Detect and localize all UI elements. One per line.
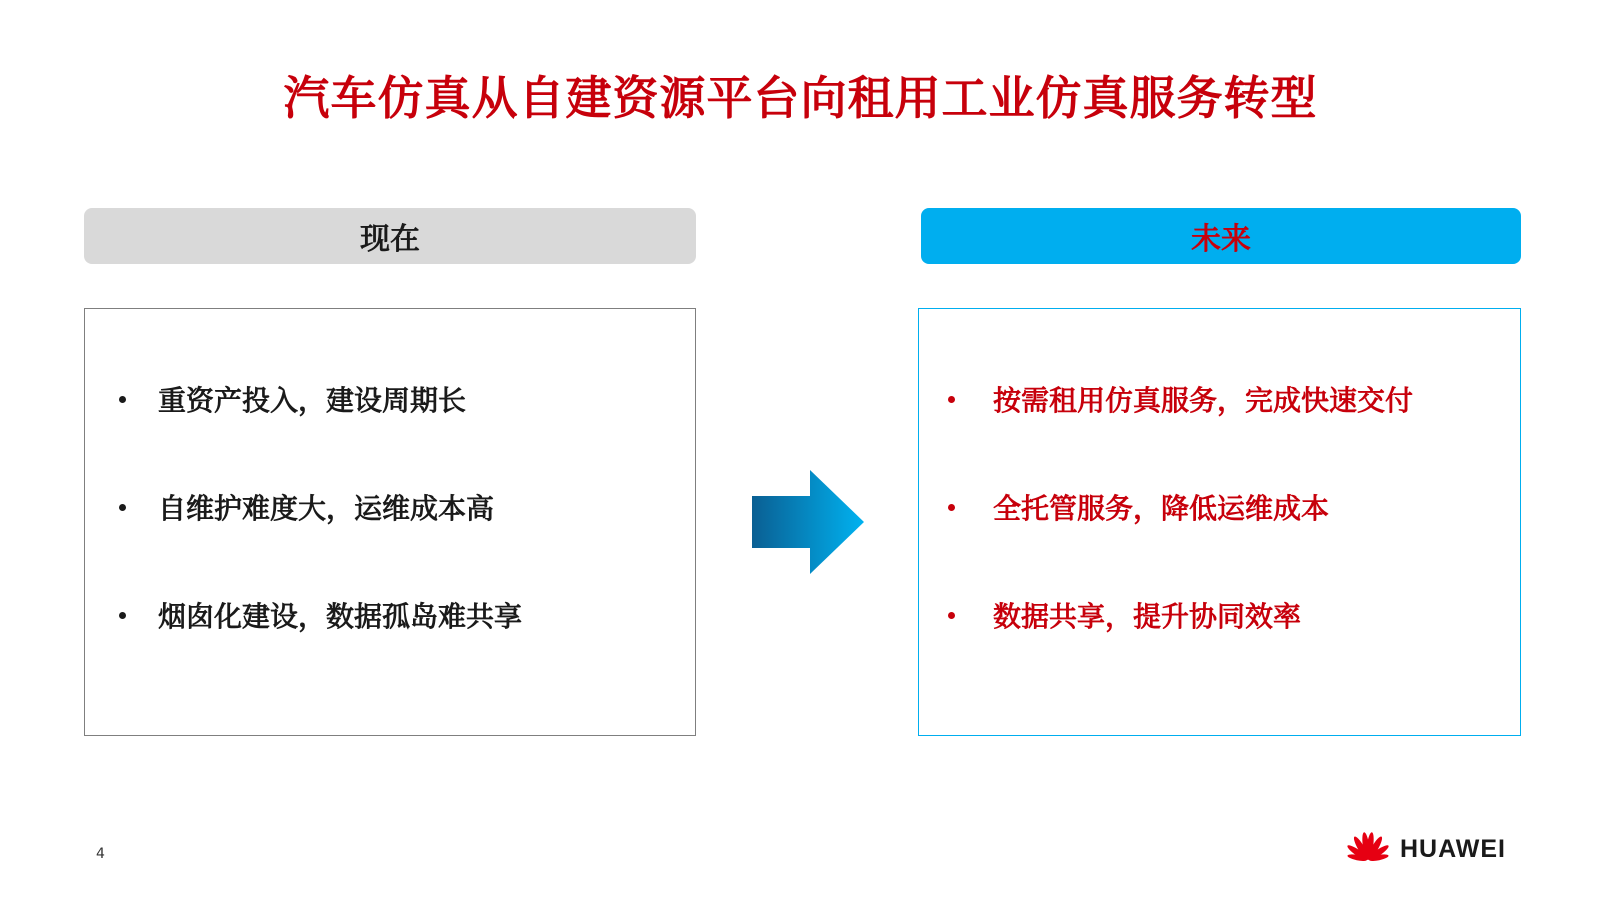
now-header-label: 现在 [360, 222, 420, 257]
page-number: 4 [96, 846, 105, 862]
bullet-dot-icon [119, 612, 126, 619]
future-bullet-text: 数据共享，提升协同效率 [993, 600, 1302, 633]
huawei-logo-text: HUAWEI [1400, 834, 1506, 863]
bullet-dot-icon [948, 504, 955, 511]
now-bullet-text: 重资产投入，建设周期长 [158, 384, 467, 417]
future-bullet-item [948, 379, 1413, 419]
now-bullet-text: 烟囱化建设，数据孤岛难共享 [158, 600, 523, 633]
bullet-dot-icon [948, 612, 955, 619]
now-bullet-text: 自维护难度大，运维成本高 [158, 492, 495, 525]
now-bullet-item [119, 487, 522, 527]
future-header [921, 208, 1521, 264]
now-header [84, 208, 696, 264]
bullet-dot-icon [948, 396, 955, 403]
now-panel [84, 308, 696, 736]
future-bullet-text: 全托管服务，降低运维成本 [993, 492, 1330, 525]
future-bullet-list [948, 379, 1413, 703]
arrow-right-icon [752, 470, 864, 574]
now-bullet-item [119, 595, 522, 635]
bullet-dot-icon [119, 396, 126, 403]
future-header-label: 未来 [1191, 222, 1251, 257]
now-bullet-list [119, 379, 522, 703]
future-bullet-text: 按需租用仿真服务，完成快速交付 [993, 384, 1414, 417]
future-panel [918, 308, 1521, 736]
now-bullet-item [119, 379, 522, 419]
bullet-dot-icon [119, 504, 126, 511]
huawei-logo [1344, 830, 1506, 868]
slide-title: 汽车仿真从自建资源平台向租用工业仿真服务转型 [283, 71, 1318, 125]
future-bullet-item [948, 595, 1413, 635]
future-bullet-item [948, 487, 1413, 527]
huawei-petal-logo-icon [1344, 830, 1392, 868]
